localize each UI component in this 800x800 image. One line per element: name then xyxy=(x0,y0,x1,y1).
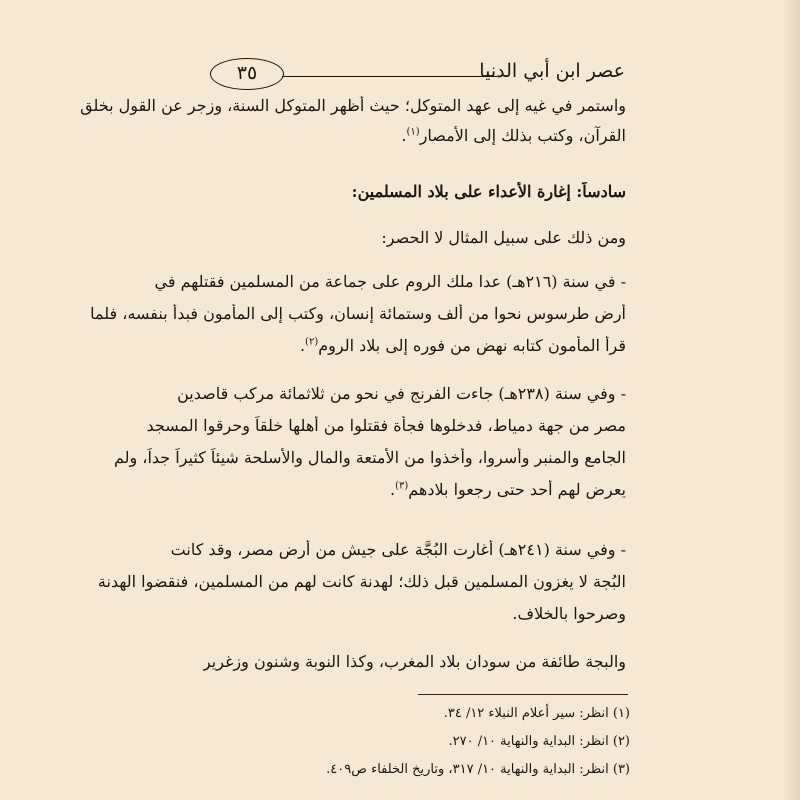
text-line: - وفي سنة (٢٣٨هـ) جاءت الفرنج في نحو من ثلاثمائة مركب قاصدين xyxy=(177,384,626,403)
text-line xyxy=(300,336,626,355)
page-number: ٣٥ xyxy=(236,62,258,84)
text-fragment: . xyxy=(299,336,306,355)
text-fragment: القرآن، وكتب بذلك إلى الأمصار xyxy=(419,126,626,145)
section-heading: سادساً: إغارة الأعداء على بلاد المسلمين: xyxy=(351,182,626,201)
footnote-rule xyxy=(418,694,628,695)
text-line: - وفي سنة (٢٤١هـ) أغارت البُجَّة على جيش من أرض مصر، وقد كانت xyxy=(170,540,626,559)
text-line: ومن ذلك على سبيل المثال لا الحصر: xyxy=(381,228,626,247)
footnote-ref: (٣) xyxy=(395,480,409,492)
footnote-ref: (٢) xyxy=(305,336,319,348)
footnote: (١) انظر: سير أعلام النبلاء ١٢/ ٣٤. xyxy=(443,706,630,721)
text-line xyxy=(390,480,626,499)
text-line: وصرحوا بالخلاف. xyxy=(512,604,626,623)
text-line xyxy=(401,126,626,145)
text-fragment: . xyxy=(401,126,407,145)
text-fragment: . xyxy=(390,480,396,499)
page-header xyxy=(210,58,625,94)
text-line: واستمر في غيه إلى عهد المتوكل؛ حيث أظهر المتوكل السنة، وزجر عن القول بخلق xyxy=(80,96,626,115)
text-fragment: يعرض لهم أحد حتى رجعوا بلادهم xyxy=(408,480,626,499)
text-fragment: قرأ المأمون كتابه نهض من فوره إلى بلاد الروم xyxy=(318,336,626,355)
header-rule xyxy=(282,76,497,77)
footnote-ref: (١) xyxy=(406,126,420,138)
page-number-oval xyxy=(210,58,284,90)
text-line: - في سنة (٢١٦هـ) عدا ملك الروم على جماعة من المسلمين فقتلهم في xyxy=(154,272,626,291)
footnote: (٣) انظر: البداية والنهاية ١٠/ ٣١٧، وتاريخ الخلفاء ص٤٠٩. xyxy=(326,762,630,777)
footnote: (٢) انظر: البداية والنهاية ١٠/ ٢٧٠. xyxy=(448,734,630,749)
text-line: الجامع والمنبر وأسروا، وأخذوا من الأمتعة والمال والأسلحة شيئاً كثيراً جداً، ولم xyxy=(113,448,626,467)
text-line: مصر من جهة دمياط، فدخلوها فجأة فقتلوا من أهلها خلقاً وحرقوا المسجد xyxy=(146,416,626,435)
text-line: أرض طرسوس نحوا من ألف وستمائة إنسان، وكتب إلى المأمون فبدأ بنفسه، فلما xyxy=(90,304,626,323)
text-line: البُجة لا يغزون المسلمين قبل ذلك؛ لهدنة كانت لهم من المسلمين، فنقضوا الهدنة xyxy=(97,572,626,591)
text-line: والبجة طائفة من سودان بلاد المغرب، وكذا النوبة وشنون وزغرير xyxy=(202,652,626,671)
running-title: عصر ابن أبي الدنيا xyxy=(479,60,625,82)
